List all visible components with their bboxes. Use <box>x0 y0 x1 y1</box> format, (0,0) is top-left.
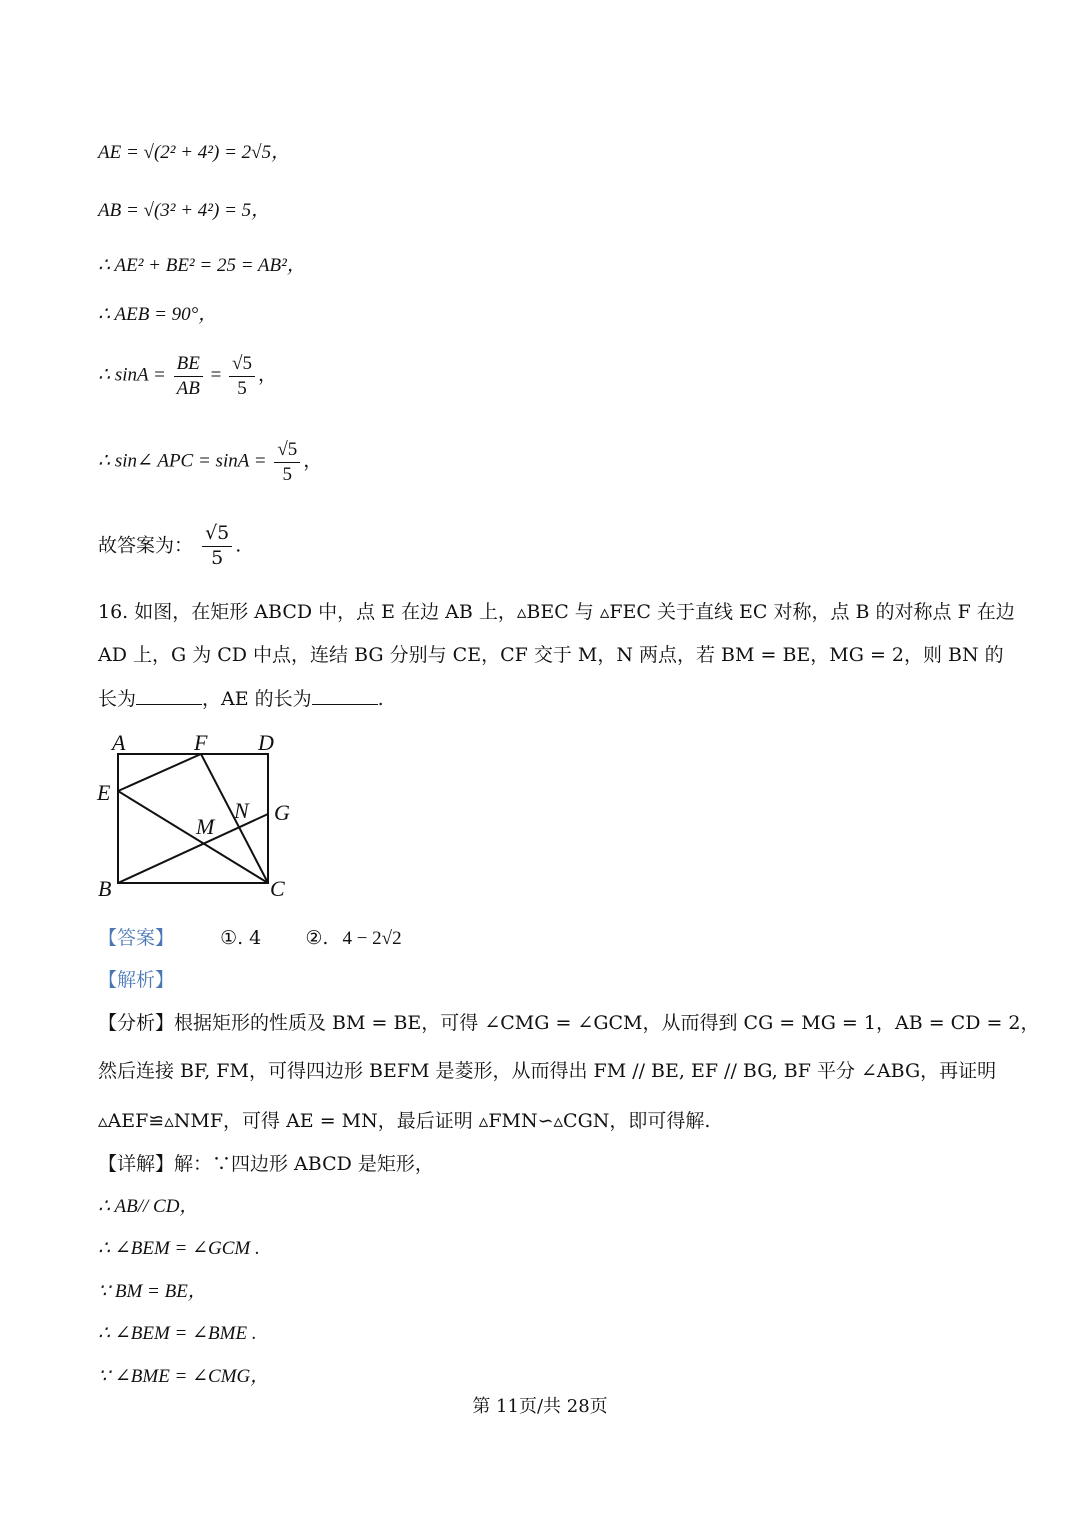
segment-bg <box>118 814 268 883</box>
answer-row <box>98 927 402 951</box>
label-g: G <box>274 800 290 825</box>
problem16-line2: AD 上，G 为 CD 中点，连结 BG 分别与 CE，CF 交于 M，N 两点，若 BM = BE，MG = 2，则 BN 的 <box>98 644 1004 666</box>
detail-line-4: ∵ BM = BE， <box>98 1281 207 1302</box>
eq-ab: AB = √(3² + 4²) = 5， <box>98 200 271 221</box>
eq-sin-apc-prefix: ∴ sin∠ APC = sinA = <box>98 450 267 472</box>
detail-line-5: ∴ ∠BEM = ∠BME . <box>98 1323 257 1344</box>
page-footer: 第 11页/共 28页 <box>472 1396 608 1417</box>
frac-root5-5 <box>202 522 232 571</box>
problem16-line1: 16. 如图，在矩形 ABCD 中，点 E 在边 AB 上，▵BEC 与 ▵FEC 关于直线 EC 对称，点 B 的对称点 F 在边 <box>98 601 1015 623</box>
frac-num: √5 <box>274 438 300 463</box>
label-e: E <box>97 780 111 805</box>
answer-2-expr: 4 − 2√2 <box>342 928 402 949</box>
frac-num: √5 <box>202 522 232 547</box>
label-m: M <box>196 814 215 839</box>
eq-sina-prefix: ∴ sinA = <box>98 364 166 386</box>
analysis-p1: 【分析】根据矩形的性质及 BM = BE，可得 ∠CMG = ∠GCM，从而得到 CG = MG = 1，AB = CD = 2， <box>98 1012 1040 1034</box>
eq-sina: ∴ sinA = $\frac{BE}{AB}$ = $\frac{√5}{5}$ ， <box>98 353 277 399</box>
analysis-p3: ▵AEF≌▵NMF，可得 AE = MN，最后证明 ▵FMN∽▵CGN，即可得解. <box>98 1110 711 1132</box>
answer-1: ①. 4 <box>220 927 262 949</box>
label-n: N <box>234 798 249 823</box>
detail-line-6: ∵ ∠BME = ∠CMG， <box>98 1366 270 1387</box>
answer-blank-ae <box>312 686 378 705</box>
rectangle-diagram <box>92 728 312 908</box>
detail-line-3: ∴ ∠BEM = ∠GCM . <box>98 1238 260 1259</box>
segment-ef <box>118 754 201 791</box>
frac-den: 5 <box>237 377 247 399</box>
problem16-line3-a: 长为 <box>98 688 137 710</box>
frac-den: 5 <box>282 463 293 485</box>
problem16-line3-b: ，AE 的长为 <box>202 688 312 710</box>
detail-line-2: ∴ AB// CD， <box>98 1196 199 1217</box>
problem16-line3-c: . <box>377 688 384 710</box>
eq-ae: AE = √(2² + 4²) = 2√5， <box>98 142 291 163</box>
analysis-p2: 然后连接 BF, FM，可得四边形 BEFM 是菱形，从而得出 FM // BE, EF // BG, BF 平分 ∠ABG，再证明 <box>98 1060 997 1082</box>
frac-root5-5 <box>229 352 255 401</box>
frac-den: AB <box>176 377 200 399</box>
eq-sin-apc: ∴ sin∠ APC = sinA = $\frac{√5}{5}$ ， <box>98 439 323 485</box>
label-a: A <box>112 730 126 755</box>
eq-pythag: ∴ AE² + BE² = 25 = AB²， <box>98 255 306 276</box>
eq-angle-aeb: ∴ AEB = 90°， <box>98 304 218 325</box>
frac-be-ab <box>174 352 203 401</box>
label-b: B <box>98 876 112 901</box>
frac-root5-5 <box>274 438 300 487</box>
answer-2-label: ②. <box>305 927 329 949</box>
detail-line-1: 【详解】解：∵四边形 ABCD 是矩形， <box>98 1153 434 1175</box>
answer-prefix: 故答案为： <box>98 534 194 557</box>
label-f: F <box>194 730 208 755</box>
frac-num: √5 <box>229 352 255 377</box>
answer-line: 故答案为： $\frac{√5}{5}$ . <box>98 522 242 569</box>
frac-num: BE <box>174 352 203 377</box>
answer-tag: 【答案】 <box>98 927 175 949</box>
label-d: D <box>258 730 274 755</box>
problem16-line3 <box>98 686 384 711</box>
answer-blank-bn <box>136 686 202 705</box>
label-c: C <box>270 876 285 901</box>
analysis-tag: 【解析】 <box>98 969 175 991</box>
frac-den: 5 <box>211 546 224 569</box>
